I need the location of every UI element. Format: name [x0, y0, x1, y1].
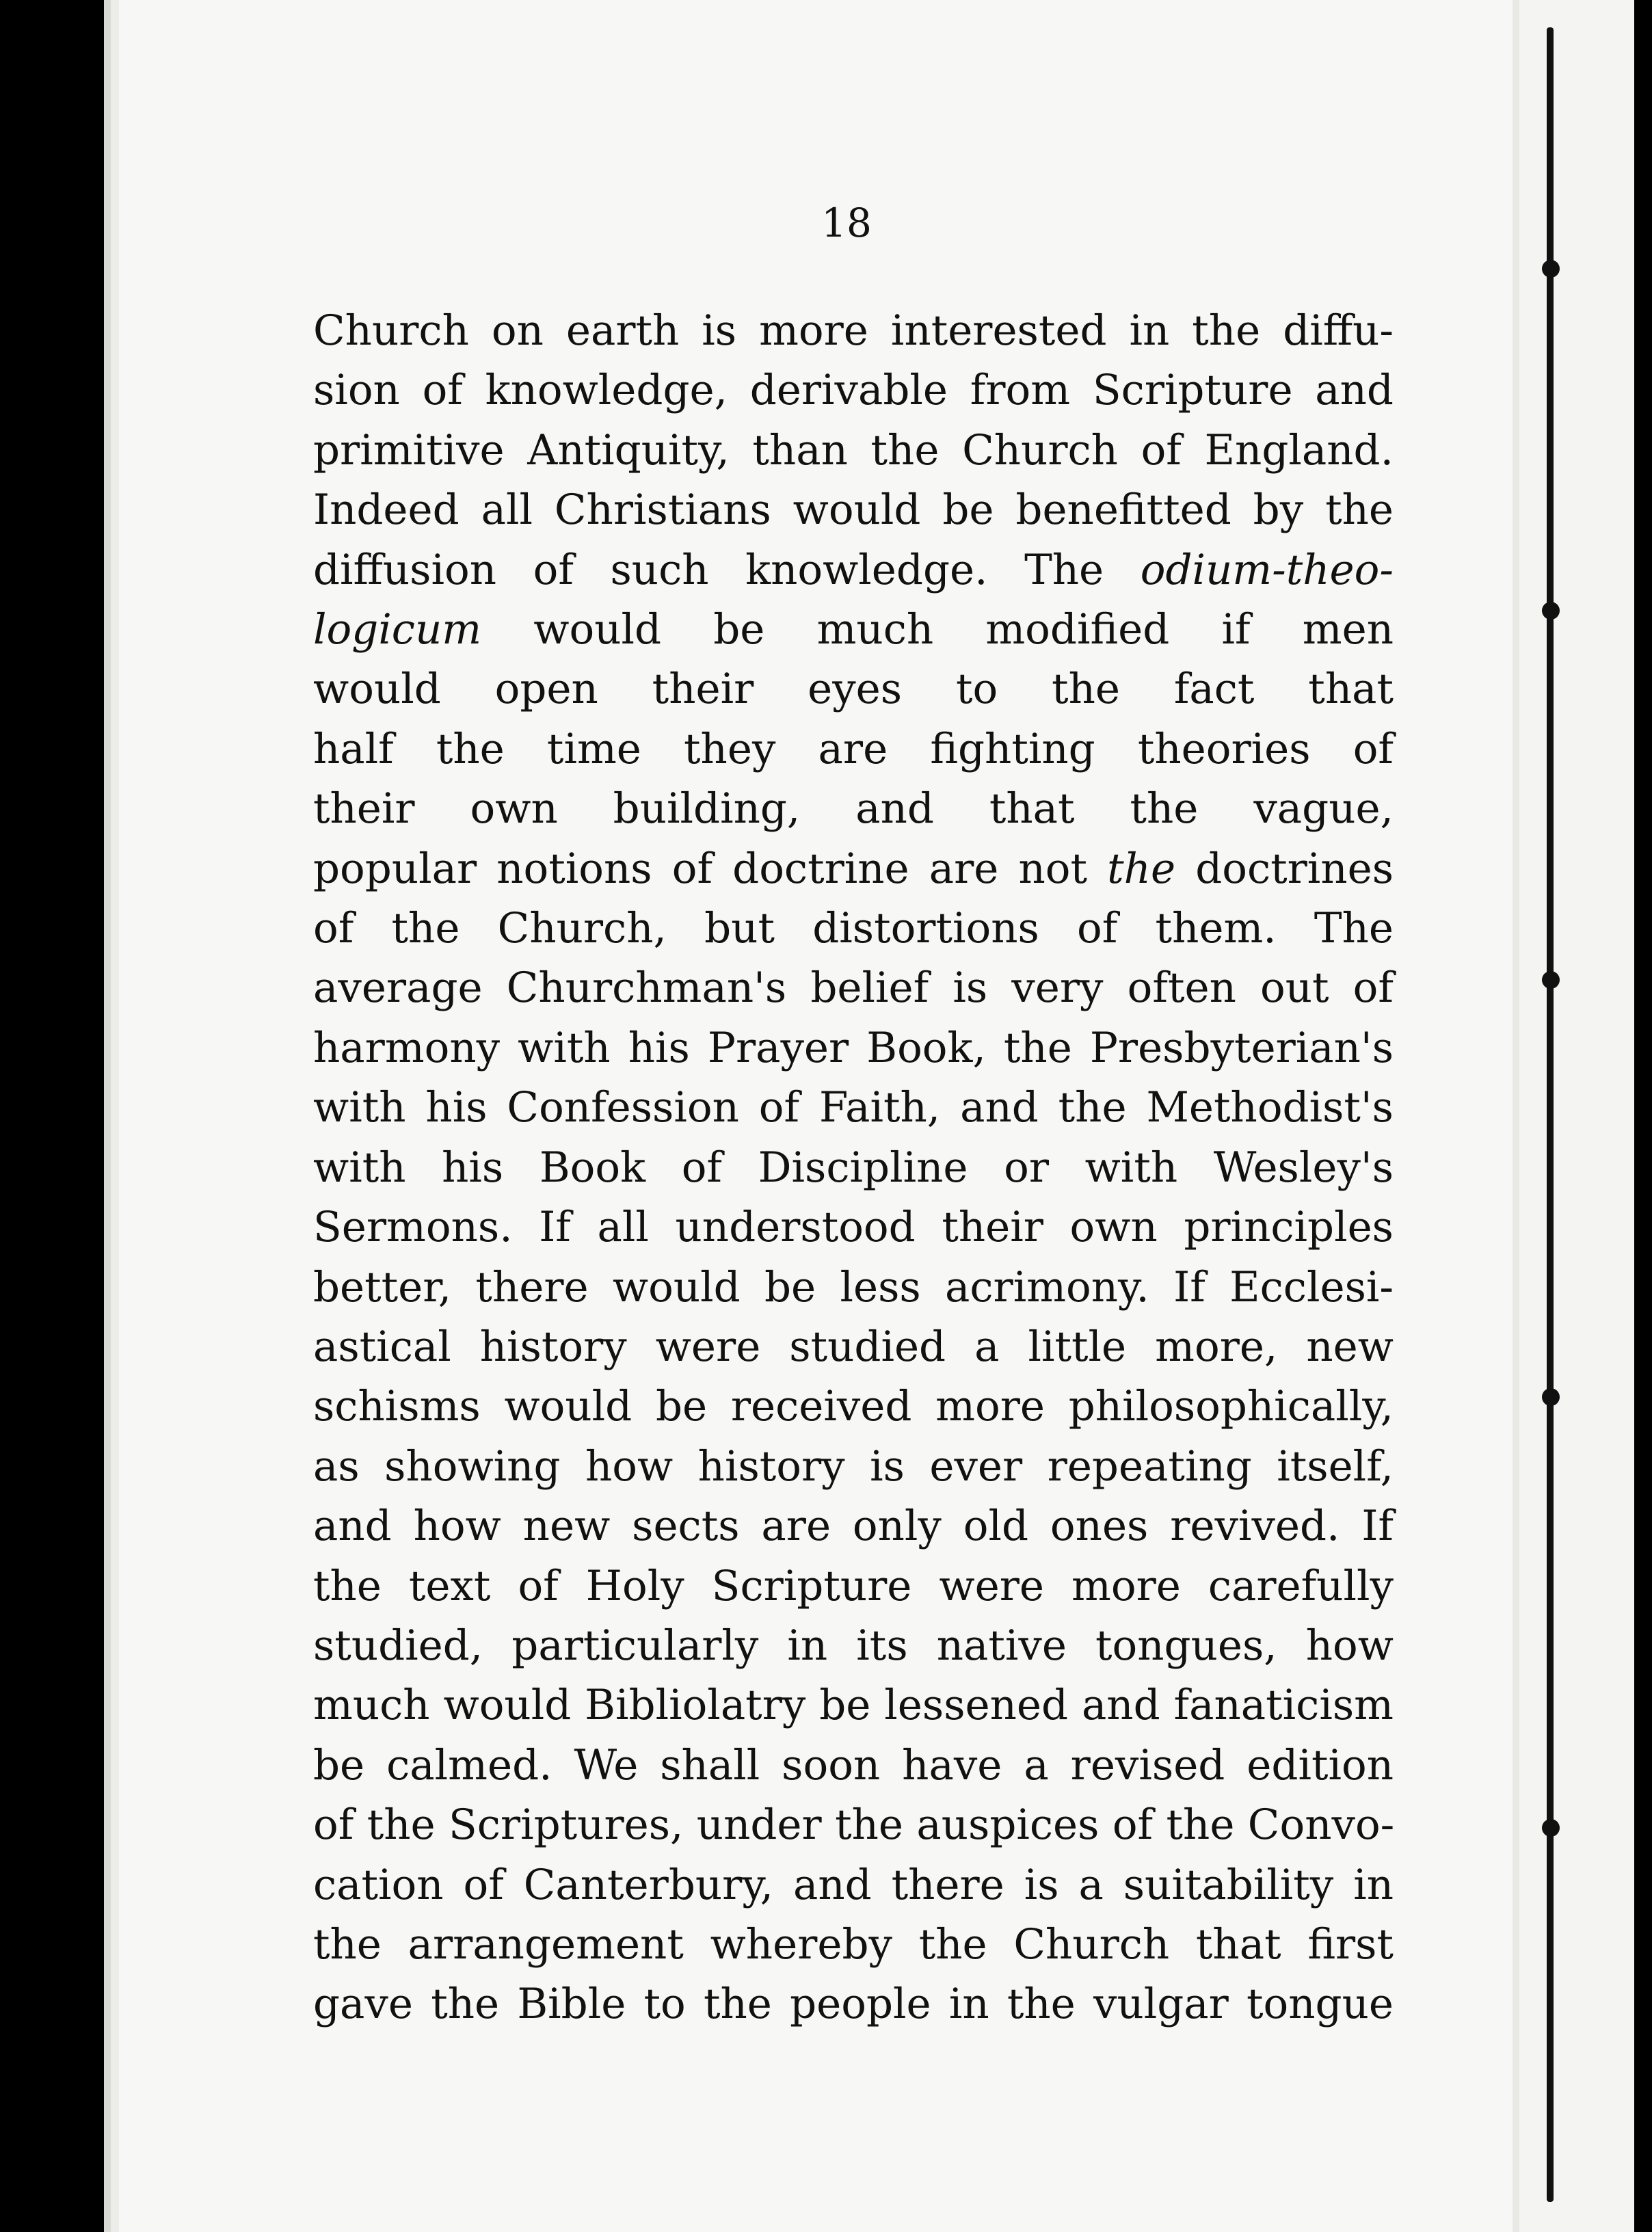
text-run: Indeed all Christians would be benefitted by the [313, 486, 1394, 535]
text-line [313, 1197, 1394, 1257]
text-run: popular notions of doctrine are not [313, 844, 1108, 893]
text-run: would be much modified if men [481, 605, 1394, 654]
text-run: of the Church, but distortions of them. The [313, 904, 1394, 953]
text-line [313, 958, 1394, 1018]
text-run: astical history were studied a little more, new [313, 1322, 1394, 1371]
facing-page-strip [1519, 0, 1652, 2232]
text-line [313, 1675, 1394, 1735]
text-run: with his Confession of Faith, and the Methodist's [313, 1083, 1394, 1132]
text-run: harmony with his Prayer Book, the Presbyterian's [313, 1023, 1394, 1072]
text-run: half the time they are fighting theories of [313, 724, 1394, 773]
text-line [313, 899, 1394, 958]
text-run: schisms would be received more philosophically, [313, 1382, 1394, 1431]
text-run: doctrines [1175, 844, 1394, 893]
text-run: gave the Bible to the people in the vulgar tongue [313, 1980, 1394, 2029]
thread-knot [1542, 1819, 1560, 1837]
text-run: with his Book of Discipline or with Wesley's [313, 1143, 1394, 1192]
text-line [313, 719, 1394, 779]
text-run: Sermons. If all understood their own principles [313, 1203, 1394, 1252]
text-run: average Churchman's belief is very often out of [313, 964, 1394, 1013]
text-run: be calmed. We shall soon have a revised edition [313, 1740, 1394, 1790]
text-run: the arrangement whereby the Church that first [313, 1919, 1394, 1969]
text-line [313, 1795, 1394, 1855]
text-line [313, 360, 1394, 420]
italic-text: logicum [313, 605, 482, 654]
text-run: Church on earth is more interested in the diffu- [313, 306, 1394, 355]
italic-text: the [1107, 844, 1176, 893]
text-run: primitive Antiquity, than the Church of England. [313, 425, 1394, 475]
thread-knot [1542, 260, 1560, 278]
text-line [313, 1078, 1394, 1137]
text-run: diffusion of such knowledge. The [313, 545, 1141, 594]
text-run: would open their eyes to the fact that [313, 665, 1394, 714]
body-text [313, 301, 1394, 2034]
text-run: of the Scriptures, under the auspices of the Convo- [313, 1801, 1395, 1850]
text-line [313, 1496, 1394, 1556]
italic-text: odium-theo- [1140, 545, 1394, 594]
text-line [313, 1437, 1394, 1496]
text-run: the text of Holy Scripture were more carefully [313, 1561, 1394, 1610]
text-line [313, 659, 1394, 719]
text-run: as showing how history is ever repeating itself, [313, 1442, 1394, 1491]
text-line [313, 1736, 1394, 1795]
text-line [313, 1377, 1394, 1436]
text-line [313, 421, 1394, 480]
thread-knot [1542, 1388, 1560, 1406]
text-run: better, there would be less acrimony. If Ecclesi- [313, 1262, 1394, 1312]
thread-knot [1542, 971, 1560, 989]
text-line [313, 480, 1394, 540]
text-run: studied, particularly in its native tongues, how [313, 1621, 1394, 1670]
text-line [313, 1018, 1394, 1078]
text-run: cation of Canterbury, and there is a suitability in [313, 1860, 1394, 1909]
text-line [313, 1556, 1394, 1616]
text-run: and how new sects are only old ones revived. If [313, 1502, 1394, 1551]
text-line [313, 1258, 1394, 1317]
text-run: much would Bibliolatry be lessened and fanaticism [313, 1681, 1394, 1730]
text-line [313, 1915, 1394, 1974]
text-run: their own building, and that the vague, [313, 784, 1394, 834]
text-line [313, 1317, 1394, 1377]
text-line [313, 779, 1394, 838]
text-line [313, 301, 1394, 360]
scan-left-border [0, 0, 103, 2232]
text-line [313, 1138, 1394, 1197]
text-line [313, 1974, 1394, 2034]
scan-right-border [1634, 0, 1652, 2232]
text-line [313, 600, 1394, 659]
page-edge [1513, 0, 1519, 2232]
thread-knot [1542, 602, 1560, 620]
text-line [313, 839, 1394, 899]
text-run: sion of knowledge, derivable from Scripture and [313, 366, 1394, 415]
text-line [313, 540, 1394, 600]
text-line [313, 1616, 1394, 1675]
binding-thread [1547, 27, 1554, 2202]
page-number: 18 [821, 200, 872, 246]
text-line [313, 1855, 1394, 1915]
